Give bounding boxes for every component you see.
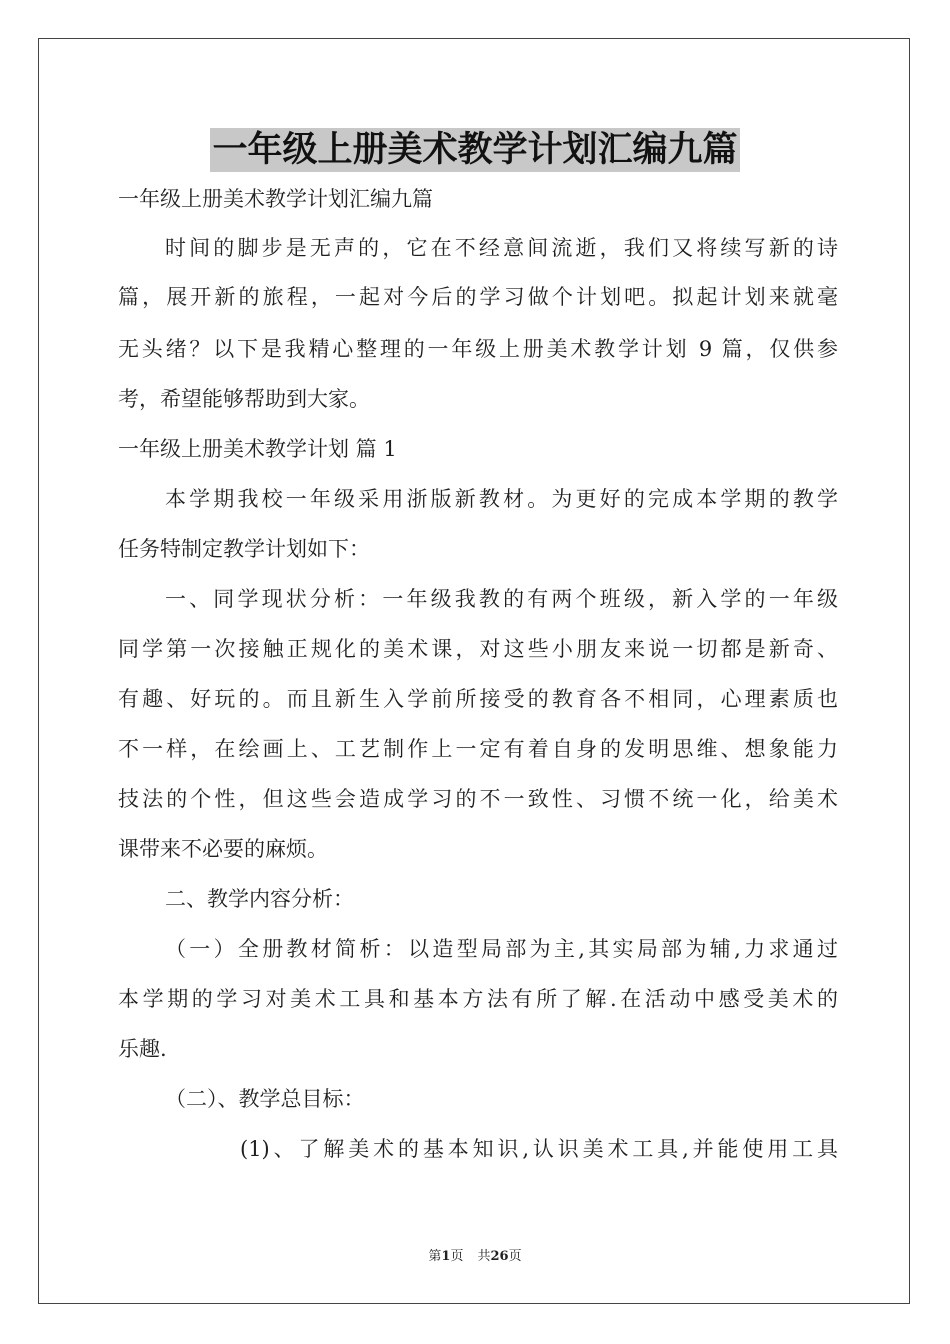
section-1-paragraph-line-1: 本学期我校一年级采用浙版新教材。为更好的完成本学期的教学 — [165, 487, 838, 511]
goal-item-1: (1)、了解美术的基本知识,认识美术工具,并能使用工具 — [240, 1137, 838, 1161]
student-analysis-line-6: 课带来不必要的麻烦。 — [118, 837, 328, 861]
intro-paragraph-line-4: 考，希望能够帮助到大家。 — [118, 387, 370, 411]
textbook-analysis-line-2: 本学期的学习对美术工具和基本方法有所了解.在活动中感受美术的 — [118, 987, 838, 1011]
total-pages: 26 — [490, 1249, 509, 1264]
student-analysis-line-5: 技法的个性，但这些会造成学习的不一致性、习惯不统一化，给美术 — [118, 787, 838, 811]
student-analysis-line-2: 同学第一次接触正规化的美术课，对这些小朋友来说一切都是新奇、 — [118, 637, 838, 661]
intro-paragraph-line-2: 篇，展开新的旅程，一起对今后的学习做个计划吧。拟起计划来就毫 — [118, 285, 838, 309]
page-footer — [0, 1248, 950, 1266]
total-label-prefix: 共 — [477, 1249, 491, 1264]
textbook-analysis-line-1: （一）全册教材简析：以造型局部为主,其实局部为辅,力求通过 — [165, 937, 838, 961]
intro-paragraph-line-1: 时间的脚步是无声的，它在不经意间流逝，我们又将续写新的诗 — [165, 236, 838, 260]
student-analysis-line-3: 有趣、好玩的。而且新生入学前所接受的教育各不相同，心理素质也 — [118, 687, 838, 711]
section-heading-1: 一年级上册美术教学计划 篇 1 — [118, 437, 397, 461]
student-analysis-line-1: 一、同学现状分析：一年级我教的有两个班级，新入学的一年级 — [165, 587, 838, 611]
document-title: 一年级上册美术教学计划汇编九篇 — [212, 129, 738, 170]
total-label-suffix: 页 — [508, 1249, 522, 1264]
section-1-paragraph-line-2: 任务特制定教学计划如下： — [118, 537, 370, 561]
page-label-prefix: 第 — [428, 1249, 442, 1264]
intro-paragraph-line-3: 无头绪？以下是我精心整理的一年级上册美术教学计划 9 篇，仅供参 — [118, 337, 838, 361]
page-border — [38, 38, 910, 1304]
student-analysis-line-4: 不一样，在绘画上、工艺制作上一定有着自身的发明思维、想象能力 — [118, 737, 838, 761]
title-container — [0, 128, 950, 172]
subtitle-line: 一年级上册美术教学计划汇编九篇 — [118, 187, 433, 211]
page-number: 1 — [441, 1249, 451, 1264]
page-label-suffix: 页 — [450, 1249, 464, 1264]
teaching-goals-heading: （二）、教学总目标： — [165, 1087, 365, 1111]
content-analysis-heading: 二、教学内容分析： — [165, 887, 354, 911]
textbook-analysis-line-3: 乐趣. — [118, 1037, 167, 1061]
